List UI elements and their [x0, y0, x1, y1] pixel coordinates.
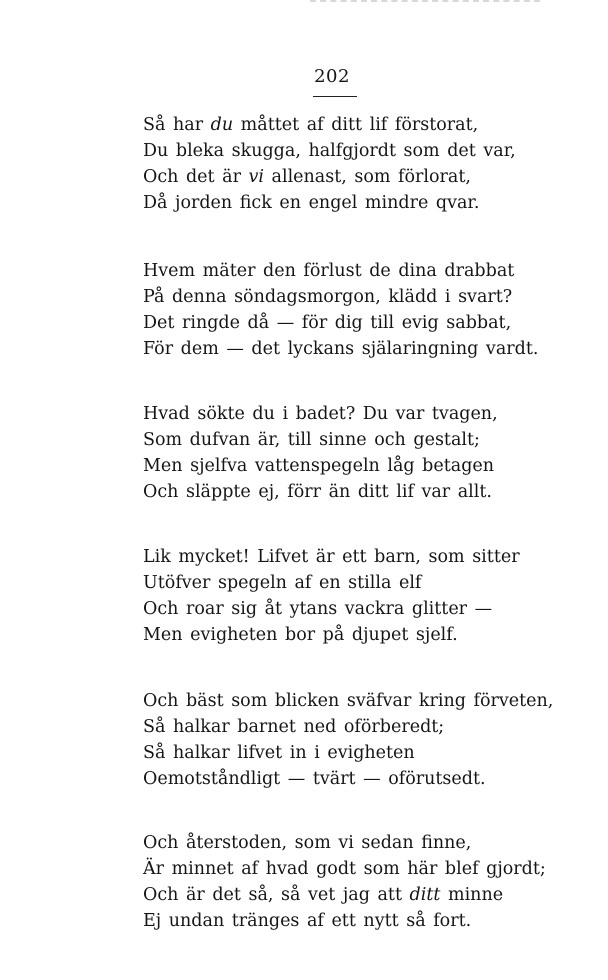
poem-line: Och bäst som blicken sväfvar kring förveten,	[143, 691, 554, 711]
stanza-1	[143, 112, 573, 216]
poem-line: Lik mycket! Lifvet är ett barn, som sitter	[143, 547, 520, 567]
poem-line: Utöfver spegeln af en stilla elf	[143, 573, 422, 593]
poem-line: Som dufvan är, till sinne och gestalt;	[143, 430, 480, 450]
poem-line: Så halkar lifvet in i evigheten	[143, 743, 415, 763]
poem-line: Oemotståndligt — tvärt — oförutsedt.	[143, 769, 486, 789]
stanza-6	[143, 830, 573, 934]
poem-line: Och återstoden, som vi sedan finne,	[143, 833, 472, 853]
poem-line: Ej undan tränges af ett nytt så fort.	[143, 911, 472, 931]
poem	[143, 112, 573, 974]
poem-line: Och släppte ej, förr än ditt lif var allt.	[143, 482, 492, 502]
page-number: 202	[314, 66, 350, 87]
scan-edge-marks	[310, 0, 540, 7]
poem-line: Så har du måttet af ditt lif förstorat,	[143, 115, 479, 135]
poem-line: På denna söndagsmorgon, klädd i svart?	[143, 287, 513, 307]
stanza-2	[143, 258, 573, 362]
stanza-4	[143, 544, 573, 648]
poem-line: Det ringde då — för dig till evig sabbat,	[143, 313, 512, 333]
poem-line: Och är det så, så vet jag att ditt minne	[143, 885, 504, 905]
poem-line: Du bleka skugga, halfgjordt som det var,	[143, 141, 516, 161]
poem-line: Men sjelfva vattenspegeln låg betagen	[143, 456, 495, 476]
poem-line: Men evigheten bor på djupet sjelf.	[143, 625, 458, 645]
poem-line: För dem — det lyckans själaringning vardt.	[143, 339, 539, 359]
poem-line: Och det är vi allenast, som förlorat,	[143, 167, 471, 187]
poem-line: Så halkar barnet ned oförberedt;	[143, 717, 445, 737]
stanza-3	[143, 401, 573, 505]
poem-line: Är minnet af hvad godt som här blef gjordt;	[143, 859, 546, 879]
poem-line: Hvem mäter den förlust de dina drabbat	[143, 261, 515, 281]
page-number-underline	[313, 96, 357, 97]
poem-line: Hvad sökte du i badet? Du var tvagen,	[143, 404, 498, 424]
stanza-5	[143, 688, 573, 792]
poem-line: Och roar sig åt ytans vackra glitter —	[143, 599, 493, 619]
poem-line: Då jorden fick en engel mindre qvar.	[143, 193, 480, 213]
